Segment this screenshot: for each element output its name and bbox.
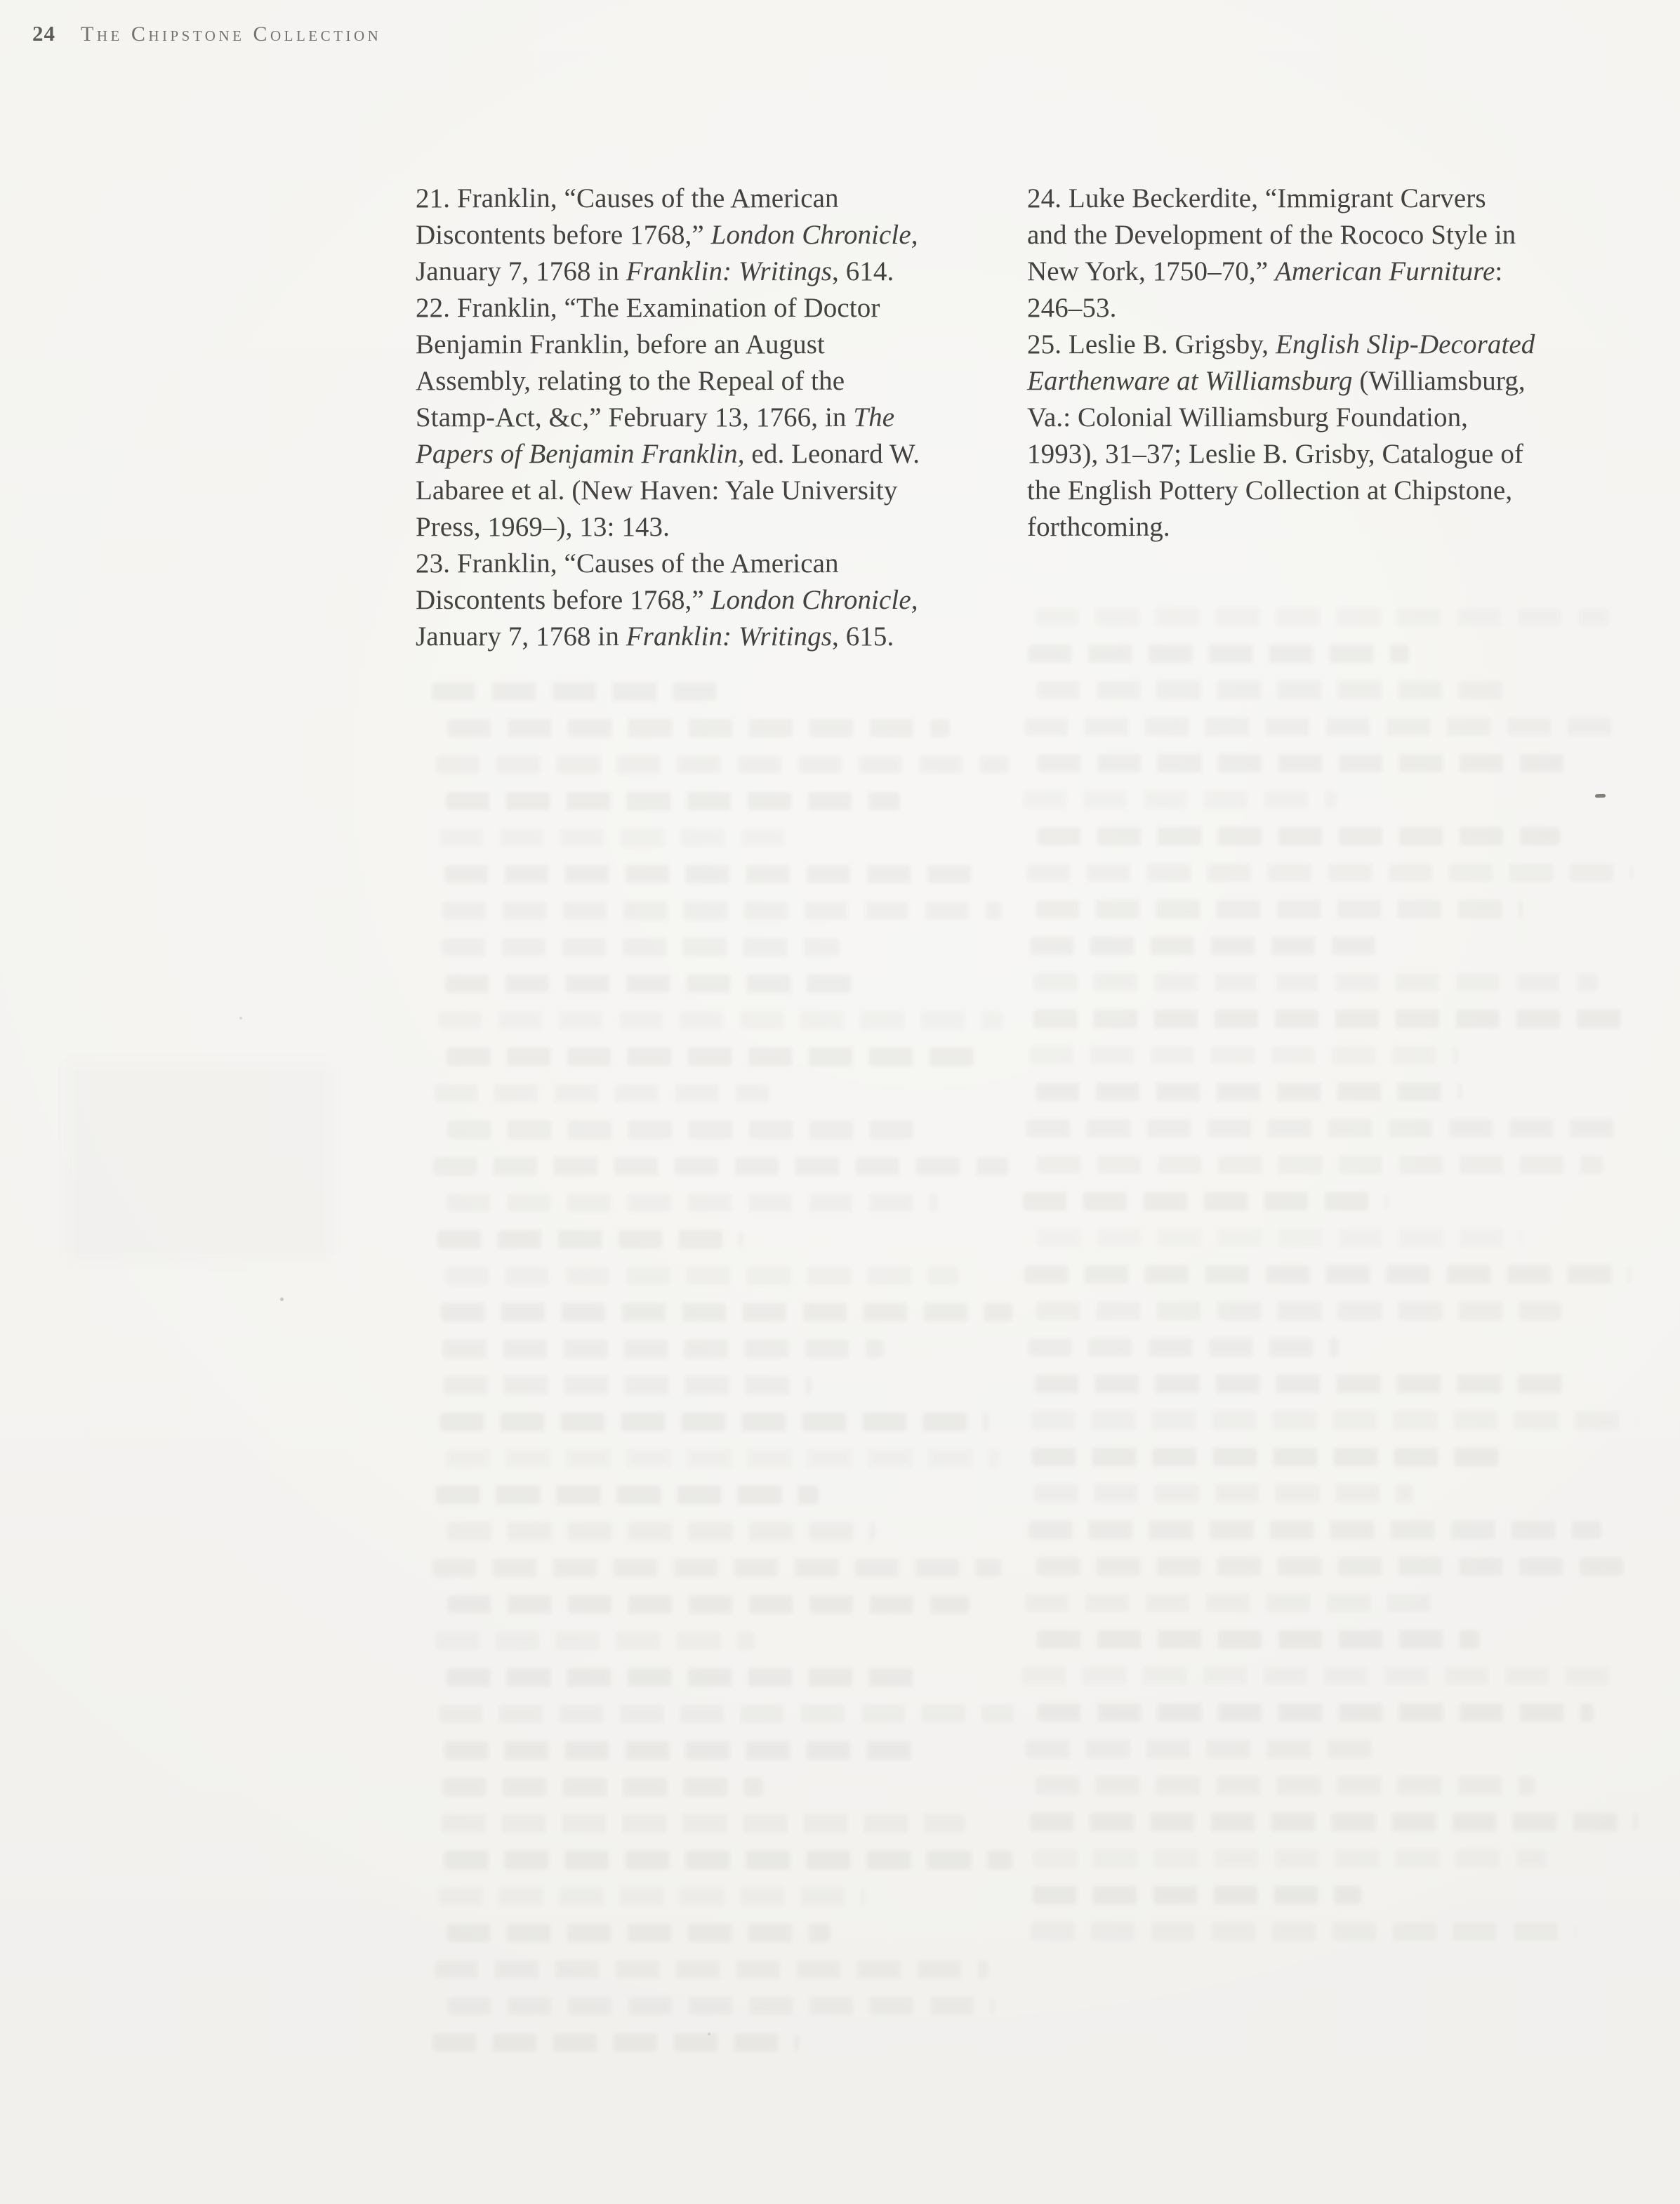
note-text: Stamp-Act, &c,” February 13, 1766, in bbox=[416, 402, 854, 433]
note-line bbox=[416, 473, 1012, 509]
showthrough-text-line bbox=[1033, 1849, 1547, 1868]
showthrough-text-line bbox=[439, 829, 791, 847]
note-text: ed. Leonard W. bbox=[744, 439, 920, 469]
note-text: 246–53. bbox=[1027, 293, 1117, 323]
note-text: Discontents before 1768,” bbox=[416, 585, 711, 615]
showthrough-text-line bbox=[1025, 1594, 1438, 1612]
page-number: 24 bbox=[32, 21, 55, 46]
note-text: 25. Leslie B. Grigsby, bbox=[1027, 329, 1276, 359]
showthrough-text-line bbox=[442, 938, 840, 956]
note-text: Benjamin Franklin, before an August bbox=[416, 329, 825, 359]
note-line bbox=[416, 546, 1012, 582]
note-text: 23. Franklin, “Causes of the American bbox=[416, 548, 839, 579]
note-text: 24. Luke Beckerdite, “Immigrant Carvers bbox=[1027, 183, 1486, 213]
showthrough-text-line bbox=[1037, 1630, 1479, 1649]
note-text: Labaree et al. (New Haven: Yale University bbox=[416, 475, 898, 506]
showthrough-text-line bbox=[438, 1011, 1003, 1029]
showthrough-text-line bbox=[447, 1522, 875, 1540]
showthrough-text-line bbox=[442, 902, 1002, 920]
note-text: : bbox=[1495, 256, 1503, 286]
note-line bbox=[1027, 290, 1645, 326]
note-text: January 7, 1768 in bbox=[416, 256, 626, 286]
note-line bbox=[416, 619, 1012, 655]
showthrough-text-line bbox=[435, 1960, 988, 1979]
showthrough-text-line bbox=[1037, 1703, 1594, 1722]
showthrough-text-line bbox=[442, 1778, 763, 1796]
note-text: and the Development of the Rococo Style in bbox=[1027, 220, 1516, 250]
showthrough-text-line bbox=[1032, 1448, 1505, 1466]
note-line bbox=[1027, 509, 1645, 546]
showthrough-text-line bbox=[432, 2033, 799, 2052]
showthrough-text-line bbox=[447, 1194, 938, 1212]
note-line bbox=[416, 180, 1012, 217]
showthrough-text-line bbox=[439, 1705, 1014, 1723]
note-text-italic: Papers of Benjamin Franklin, bbox=[416, 439, 745, 469]
showthrough-text-line bbox=[1033, 973, 1598, 991]
showthrough-text-line bbox=[1024, 718, 1628, 736]
showthrough-text-line bbox=[1033, 1010, 1627, 1028]
showthrough-text-line bbox=[1023, 1192, 1387, 1210]
showthrough-text-line bbox=[447, 1924, 831, 1942]
note-text: the English Pottery Collection at Chipstone, bbox=[1027, 475, 1513, 506]
note-line bbox=[416, 363, 1012, 400]
showthrough-text-line bbox=[447, 1997, 994, 2015]
note-text: (Williamsburg, bbox=[1352, 366, 1526, 396]
note-text: , 615. bbox=[832, 621, 894, 652]
note-line bbox=[1027, 217, 1645, 253]
showthrough-text-line bbox=[1026, 864, 1633, 882]
note-text-italic: English Slip-Decorated bbox=[1276, 329, 1535, 359]
note-text-italic: Franklin: Writings bbox=[626, 621, 832, 652]
showthrough-text-line bbox=[1030, 937, 1391, 955]
note-text: 22. Franklin, “The Examination of Doctor bbox=[416, 293, 880, 323]
showthrough-text-line bbox=[1022, 1667, 1620, 1685]
note-line bbox=[1027, 400, 1645, 436]
notes-column-left bbox=[416, 180, 1012, 655]
note-line bbox=[416, 509, 1012, 546]
showthrough-text-line bbox=[1036, 1776, 1535, 1795]
stray-ink-mark bbox=[1595, 794, 1606, 798]
showthrough-text-line bbox=[1036, 1083, 1462, 1101]
note-text-italic: London Chronicle, bbox=[710, 585, 918, 615]
showthrough-text-line bbox=[444, 1741, 923, 1760]
note-text-italic: American Furniture bbox=[1275, 256, 1495, 286]
showthrough-text-line bbox=[445, 975, 858, 993]
note-text: forthcoming. bbox=[1027, 512, 1170, 542]
note-line bbox=[416, 582, 1012, 619]
showthrough-text-line bbox=[446, 792, 900, 810]
paper-speck bbox=[280, 1298, 284, 1301]
showthrough-text-line bbox=[434, 1084, 769, 1102]
showthrough-text-line bbox=[435, 1632, 755, 1650]
note-line bbox=[416, 253, 1012, 290]
showthrough-text-line bbox=[433, 1157, 1008, 1175]
note-text: Va.: Colonial Williamsburg Foundation, bbox=[1027, 402, 1469, 433]
note-line bbox=[1027, 253, 1645, 290]
showthrough-text-line bbox=[437, 1230, 742, 1248]
showthrough-text-line bbox=[1037, 1156, 1603, 1174]
showthrough-text-line bbox=[444, 1851, 1012, 1869]
running-head bbox=[32, 21, 381, 46]
note-text-italic: London Chronicle, bbox=[710, 220, 918, 250]
note-line bbox=[1027, 363, 1645, 400]
showthrough-text-line bbox=[1037, 1229, 1522, 1247]
showthrough-text-line bbox=[1028, 1338, 1339, 1357]
showthrough-text-line bbox=[1036, 681, 1507, 699]
notes-column-right bbox=[1027, 180, 1645, 546]
showthrough-text-line bbox=[442, 1814, 965, 1833]
note-text-italic: Earthenware at Williamsburg bbox=[1027, 366, 1353, 396]
note-line bbox=[1027, 326, 1645, 363]
showthrough-text-line bbox=[1026, 1119, 1619, 1137]
note-line bbox=[416, 326, 1012, 363]
showthrough-text-line bbox=[446, 1449, 999, 1467]
running-head-title: The Chipstone Collection bbox=[81, 22, 382, 46]
note-line bbox=[1027, 436, 1645, 473]
showthrough-text-line bbox=[1034, 1484, 1413, 1503]
showthrough-text-line bbox=[1035, 1375, 1570, 1393]
showthrough-text-line bbox=[1030, 1813, 1637, 1831]
note-text: January 7, 1768 in bbox=[416, 621, 626, 652]
showthrough-text-line bbox=[436, 1486, 819, 1504]
showthrough-text-line bbox=[443, 1340, 884, 1358]
showthrough-text-line bbox=[444, 1376, 812, 1394]
showthrough-text-line bbox=[1026, 1740, 1373, 1758]
note-text: , 614. bbox=[832, 256, 894, 286]
showthrough-text-line bbox=[1037, 827, 1560, 845]
note-text-italic: The bbox=[853, 402, 895, 433]
showthrough-text-line bbox=[1036, 900, 1523, 918]
note-line bbox=[416, 400, 1012, 436]
showthrough-text-line bbox=[1036, 1302, 1561, 1320]
note-text: 21. Franklin, “Causes of the American bbox=[416, 183, 839, 213]
showthrough-text-line bbox=[439, 1887, 865, 1906]
note-text-italic: Franklin: Writings bbox=[626, 256, 832, 286]
showthrough-text-line bbox=[1028, 645, 1409, 663]
note-text: New York, 1750–70,” bbox=[1027, 256, 1275, 286]
showthrough-text-line bbox=[441, 1303, 1012, 1321]
showthrough-text-line bbox=[1035, 608, 1609, 626]
showthrough-text-line bbox=[1031, 1922, 1576, 1941]
note-line bbox=[1027, 180, 1645, 217]
note-line bbox=[416, 217, 1012, 253]
showthrough-text-line bbox=[447, 1048, 978, 1066]
showthrough-text-line bbox=[440, 1413, 988, 1431]
paper-speck bbox=[239, 1017, 242, 1019]
showthrough-text-line bbox=[447, 1595, 970, 1614]
note-text: Press, 1969–), 13: 143. bbox=[416, 512, 670, 542]
showthrough-text-line bbox=[432, 682, 720, 701]
showthrough-text-line bbox=[444, 865, 984, 883]
note-text: Assembly, relating to the Repeal of the bbox=[416, 366, 845, 396]
showthrough-text-line bbox=[432, 1559, 1001, 1577]
showthrough-image-patch bbox=[67, 1062, 333, 1262]
note-text: Discontents before 1768,” bbox=[416, 220, 711, 250]
note-line bbox=[416, 290, 1012, 326]
showthrough-text-line bbox=[447, 1668, 927, 1687]
showthrough-text-line bbox=[445, 1267, 958, 1285]
showthrough-text-line bbox=[1031, 1411, 1636, 1430]
showthrough-text-line bbox=[1024, 1265, 1630, 1284]
showthrough-text-line bbox=[436, 755, 1010, 774]
note-text: 1993), 31–37; Leslie B. Grisby, Catalogue of bbox=[1027, 439, 1524, 469]
note-line bbox=[1027, 473, 1645, 509]
paper-speck bbox=[708, 2033, 710, 2035]
showthrough-text-line bbox=[447, 719, 950, 737]
showthrough-text-line bbox=[447, 1121, 915, 1139]
showthrough-text-line bbox=[1036, 1557, 1624, 1576]
note-line bbox=[416, 436, 1012, 473]
showthrough-text-line bbox=[1037, 754, 1574, 772]
showthrough-text-line bbox=[1028, 1521, 1601, 1539]
showthrough-text-line bbox=[1030, 1046, 1459, 1064]
showthrough-text-line bbox=[1033, 1886, 1361, 1904]
showthrough-text-line bbox=[1023, 791, 1337, 809]
